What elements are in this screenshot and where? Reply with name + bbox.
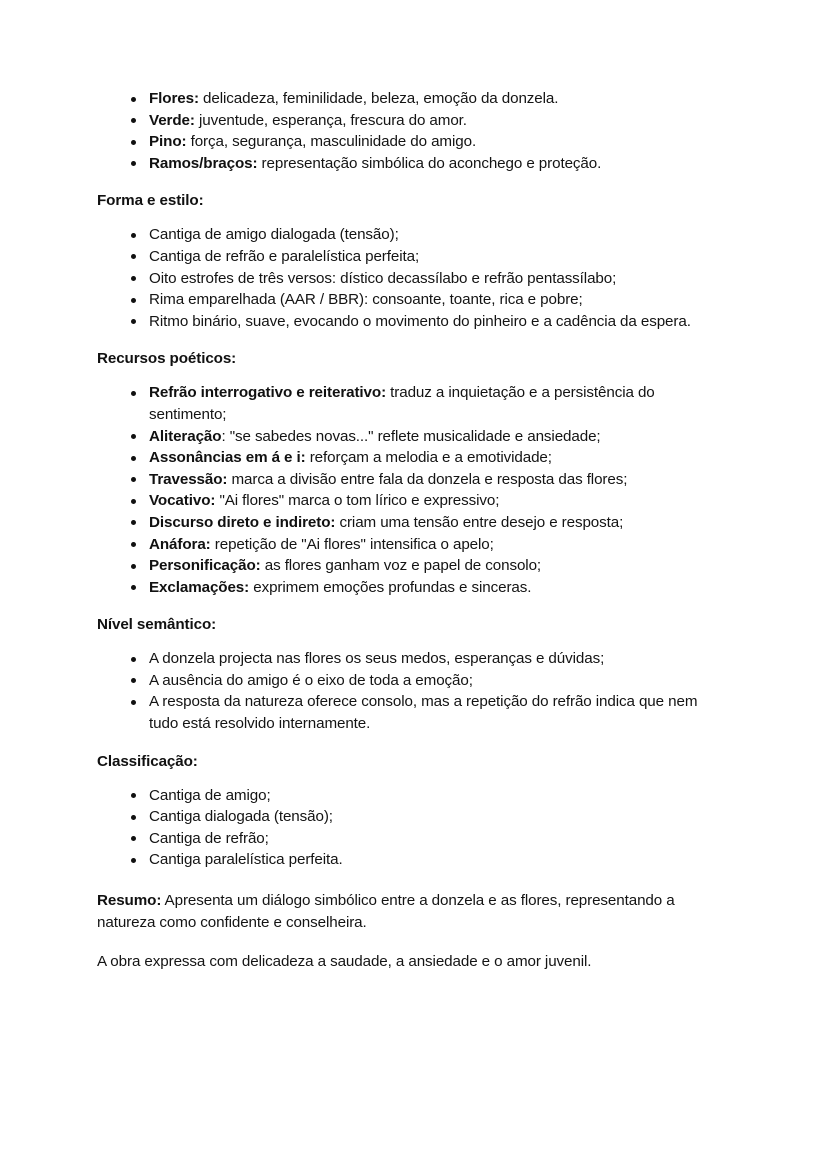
list-item-text: repetição de "Ai flores" intensifica o apelo; <box>210 535 494 553</box>
list-item-text: juventude, esperança, frescura do amor. <box>194 111 467 129</box>
list-item-label: Travessão: <box>149 470 228 488</box>
list-item-text: traduz a inquietação e a persistência do sentimento; <box>149 384 655 423</box>
list-item <box>97 311 729 333</box>
list-item <box>97 246 729 268</box>
list-item-label: Ramos/braços: <box>149 154 258 172</box>
resumo-text: Apresenta um diálogo simbólico entre a donzela e as flores, representando a natureza como confidente e conselheira. <box>97 892 675 931</box>
section-heading-nivel-semantico: Nível semântico: <box>97 616 217 634</box>
list-item-label: Pino: <box>149 133 187 151</box>
spacer <box>97 871 729 890</box>
list-item <box>97 382 729 425</box>
spacer <box>97 735 729 751</box>
spacer <box>97 332 729 348</box>
list-item-text: A donzela projecta nas flores os seus medos, esperanças e dúvidas; <box>149 650 605 668</box>
spacer <box>97 933 729 951</box>
list-item-text: marca a divisão entre fala da donzela e resposta das flores; <box>227 470 628 488</box>
spacer <box>97 598 729 614</box>
list-item-text: Cantiga de refrão e paralelística perfeita; <box>149 247 420 265</box>
list-item <box>97 534 729 556</box>
resumo-label: Resumo: <box>97 892 162 910</box>
list-item-label: Vocativo: <box>149 492 216 510</box>
list-item-text: criam uma tensão entre desejo e resposta; <box>335 513 624 531</box>
list-item <box>97 224 729 246</box>
list-item-label: Aliteração <box>149 427 222 445</box>
closing-paragraph: A obra expressa com delicadeza a saudade, a ansiedade e o amor juvenil. <box>97 953 592 971</box>
spacer <box>97 772 729 785</box>
list-item <box>97 577 729 599</box>
list-item <box>97 849 729 871</box>
list-item-label: Flores: <box>149 90 199 107</box>
section-heading-forma-e-estilo: Forma e estilo: <box>97 192 204 210</box>
list-item-text: exprimem emoções profundas e sinceras. <box>249 578 532 596</box>
list-item-label: Exclamações: <box>149 578 250 596</box>
list-item-text: Cantiga dialogada (tensão); <box>149 808 333 826</box>
list-item-text: representação simbólica do aconchego e proteção. <box>257 154 602 172</box>
section-heading-recursos-poeticos: Recursos poéticos: <box>97 350 237 368</box>
symbols-list <box>97 88 729 174</box>
list-item-text: Cantiga de amigo dialogada (tensão); <box>149 226 399 244</box>
spacer <box>97 369 729 382</box>
list-item <box>97 289 729 311</box>
spacer <box>97 174 729 190</box>
list-item-label: Anáfora: <box>149 535 211 553</box>
document-content <box>97 88 729 973</box>
list-item-text: Cantiga de amigo; <box>149 786 271 804</box>
nivel-semantico-list <box>97 648 729 734</box>
list-item <box>97 648 729 670</box>
list-item-text: delicadeza, feminilidade, beleza, emoção da donzela. <box>198 90 559 107</box>
list-item <box>97 828 729 850</box>
list-item-text: Ritmo binário, suave, evocando o movimento do pinheiro e a cadência da espera. <box>149 312 691 330</box>
spacer <box>97 211 729 224</box>
list-item-label: Refrão interrogativo e reiterativo: <box>149 384 387 402</box>
list-item <box>97 153 729 175</box>
spacer <box>97 635 729 648</box>
list-item-text: as flores ganham voz e papel de consolo; <box>260 557 542 575</box>
list-item <box>97 670 729 692</box>
list-item <box>97 426 729 448</box>
classificacao-list <box>97 785 729 871</box>
list-item <box>97 469 729 491</box>
list-item-text: A ausência do amigo é o eixo de toda a emoção; <box>149 671 473 689</box>
resumo-paragraph <box>97 890 729 933</box>
list-item <box>97 512 729 534</box>
list-item-text: Oito estrofes de três versos: dístico decassílabo e refrão pentassílabo; <box>149 269 617 287</box>
list-item <box>97 806 729 828</box>
list-item <box>97 555 729 577</box>
list-item-text: Cantiga paralelística perfeita. <box>149 851 343 869</box>
list-item <box>97 785 729 807</box>
list-item-text: Rima emparelhada (AAR / BBR): consoante, toante, rica e pobre; <box>149 291 583 309</box>
forma-e-estilo-list <box>97 224 729 332</box>
section-heading-classificacao: Classificação: <box>97 752 198 770</box>
list-item <box>97 131 729 153</box>
list-item-text: força, segurança, masculinidade do amigo. <box>186 133 477 151</box>
list-item-text: Cantiga de refrão; <box>149 829 269 847</box>
list-item-label: Personificação: <box>149 557 261 575</box>
list-item <box>97 691 729 734</box>
list-item-label: Assonâncias em á e i: <box>149 449 306 467</box>
list-item-label: Discurso direto e indireto: <box>149 513 336 531</box>
list-item <box>97 110 729 132</box>
recursos-poeticos-list <box>97 382 729 598</box>
list-item <box>97 490 729 512</box>
list-item-text: A resposta da natureza oferece consolo, mas a repetição do refrão indica que nem tudo está resolvido internamente. <box>149 693 698 733</box>
list-item-label: Verde: <box>149 111 195 129</box>
list-item <box>97 88 729 110</box>
list-item-text: "Ai flores" marca o tom lírico e expressivo; <box>215 492 500 510</box>
list-item <box>97 268 729 290</box>
list-item-text: reforçam a melodia e a emotividade; <box>305 449 552 467</box>
list-item <box>97 447 729 469</box>
list-item-text: : "se sabedes novas..." reflete musicalidade e ansiedade; <box>221 427 601 445</box>
